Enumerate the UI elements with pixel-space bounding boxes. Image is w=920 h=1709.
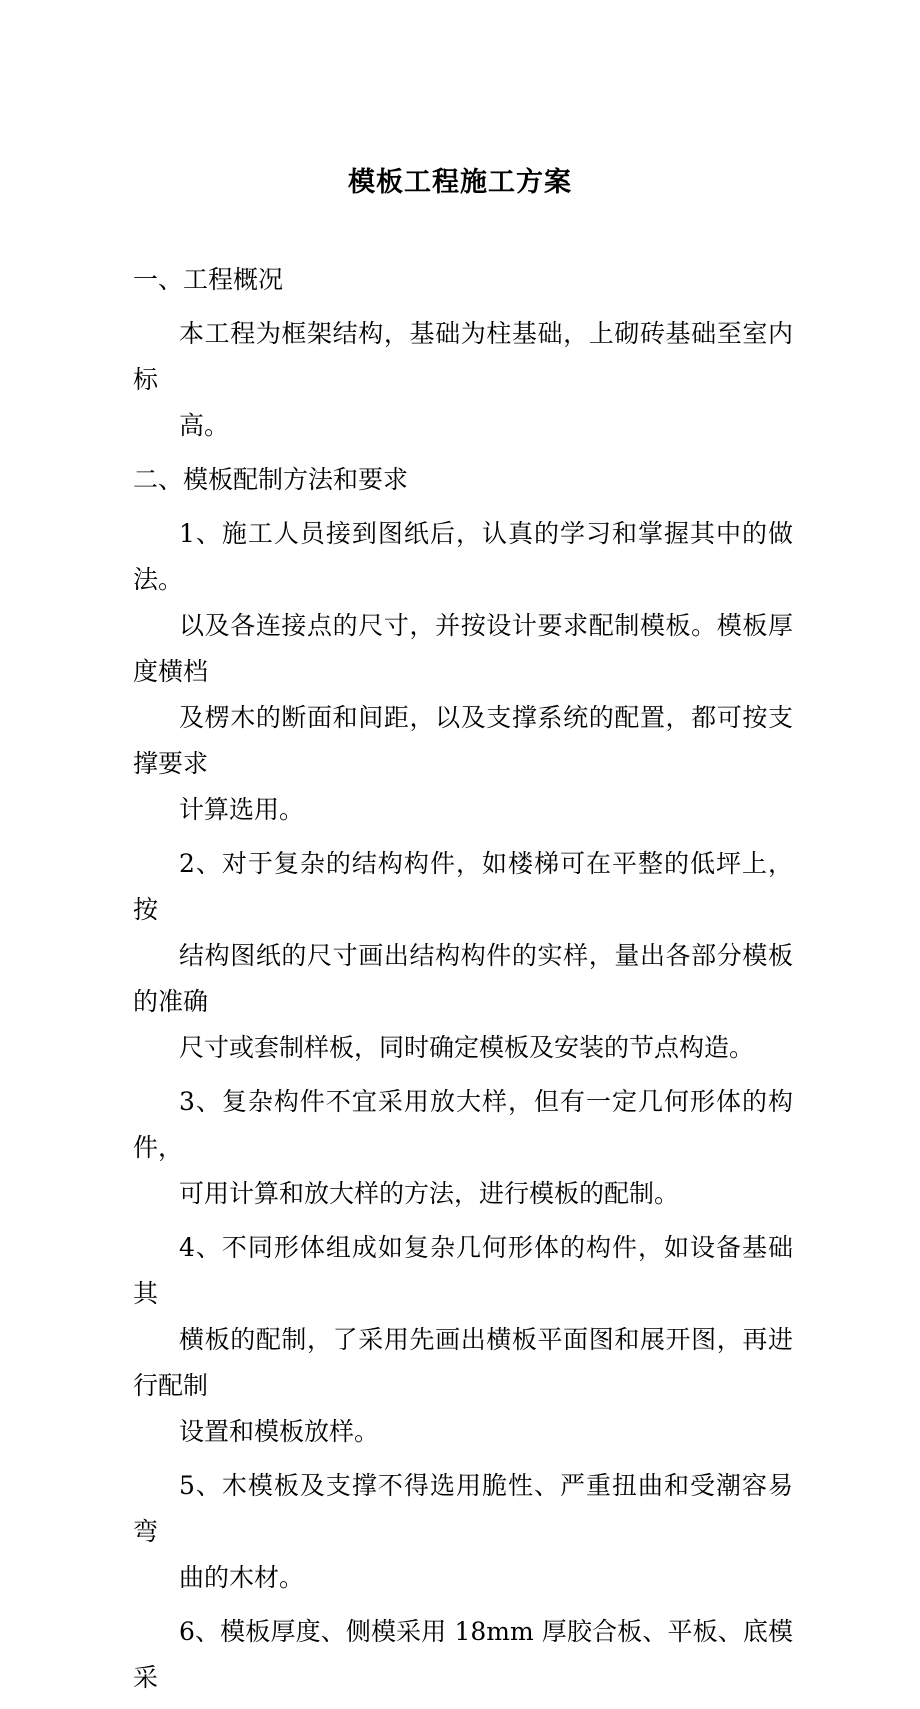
paragraph-line: 曲的木材。	[179, 1563, 305, 1592]
list-item-4	[133, 1225, 793, 1455]
paragraph-line: 6、模板厚度、侧模采用 18mm 厚胶合板、平板、底模采	[133, 1617, 793, 1692]
paragraph-line: 高。	[179, 411, 230, 440]
paragraph-line: 本工程为框架结构，基础为柱基础，上砌砖基础至室内标	[133, 319, 793, 394]
overview-paragraph	[133, 311, 793, 449]
paragraph-line: 设置和模板放样。	[179, 1417, 380, 1446]
paragraph-line: 3、复杂构件不宜采用放大样，但有一定几何形体的构件，	[133, 1087, 793, 1162]
paragraph-line: 5、木模板及支撑不得选用脆性、严重扭曲和受潮容易弯	[133, 1471, 793, 1546]
document-body	[133, 257, 793, 1709]
paragraph-line: 计算选用。	[179, 795, 305, 824]
section-heading-overview: 一、工程概况	[133, 265, 284, 294]
paragraph-line: 1、施工人员接到图纸后，认真的学习和掌握其中的做法。	[133, 519, 793, 594]
section-heading-formwork-methods: 二、模板配制方法和要求	[133, 465, 409, 494]
paragraph-line: 横板的配制，了采用先画出横板平面图和展开图，再进行配制	[133, 1325, 793, 1400]
list-item-1	[133, 511, 793, 833]
list-item-2	[133, 841, 793, 1071]
paragraph-line: 可用计算和放大样的方法，进行模板的配制。	[179, 1179, 680, 1208]
list-item-6	[133, 1609, 793, 1701]
list-item-5	[133, 1463, 793, 1601]
paragraph-line: 及楞木的断面和间距，以及支撑系统的配置，都可按支撑要求	[133, 703, 793, 778]
paragraph-line: 尺寸或套制样板，同时确定模板及安装的节点构造。	[179, 1033, 755, 1062]
paragraph-line: 结构图纸的尺寸画出结构构件的实样，量出各部分模板的准确	[133, 941, 793, 1016]
paragraph-line: 以及各连接点的尺寸，并按设计要求配制模板。模板厚度横档	[133, 611, 793, 686]
list-item-3	[133, 1079, 793, 1217]
document-title: 模板工程施工方案	[348, 167, 572, 198]
paragraph-line: 4、不同形体组成如复杂几何形体的构件，如设备基础其	[133, 1233, 793, 1308]
paragraph-line: 2、对于复杂的结构构件，如楼梯可在平整的低坪上，按	[133, 849, 793, 924]
